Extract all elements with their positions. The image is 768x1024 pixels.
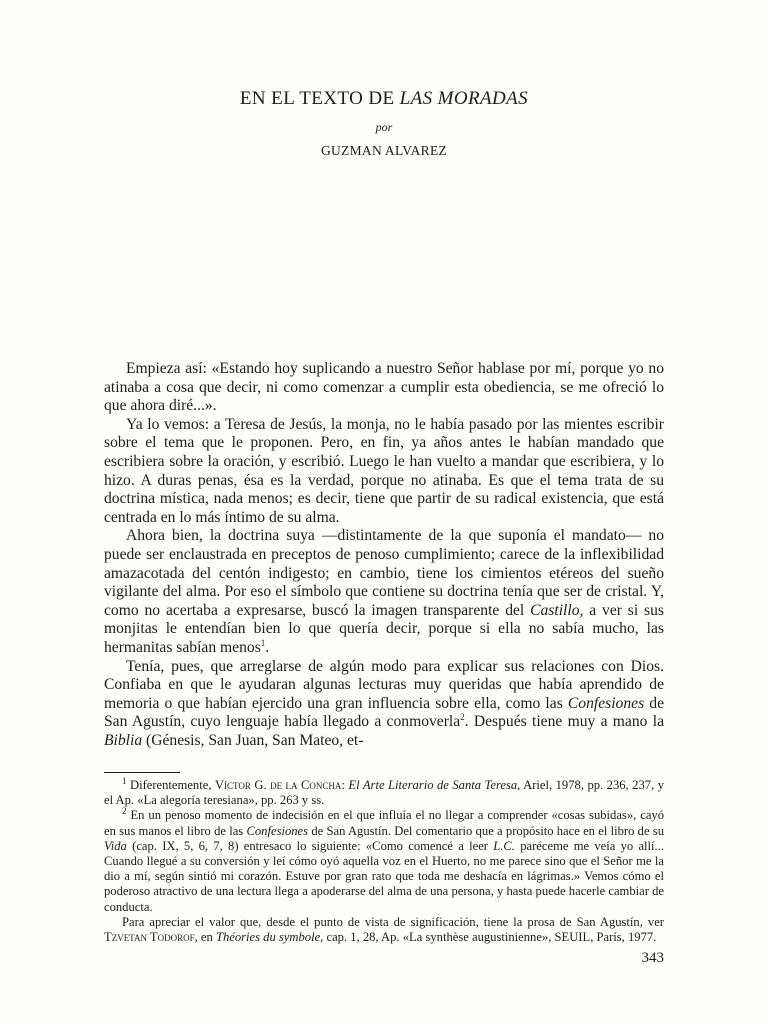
footnotes — [104, 775, 665, 945]
title-italic: LAS MORADAS — [399, 88, 529, 109]
footnote-1-text-a: Diferentemente, — [126, 778, 215, 792]
footnote-ref-1[interactable]: 1 — [260, 637, 266, 648]
footnote-3-text-b: , en — [194, 930, 216, 945]
footnote-3-text-a: Para apreciar el valor que, desde el punto de vista de significación, tiene la prosa de San Agustín, ver — [122, 914, 664, 929]
footnote-3-book-title: Théories du symbole, — [215, 930, 324, 945]
footnote-2-text-a: En un penoso momento de indecisión en el que influía el no llegar a comprender «cosas subidas», cayó en sus manos el libro de las — [104, 808, 664, 838]
footnote-2-italic-3: L.C. — [493, 838, 515, 853]
footnote-2-continuation — [104, 915, 664, 945]
paragraph-3-text-a: Ahora bien, la doctrina suya —distintamente de la que suponía el mandato— no puede ser enclaustrada en preceptos de penoso cumplimiento; carece de la inflexibilidad amazacotada del centón indigesto; en cambio, tiene los cimientos etéreos del sueño vigilante del alma. Por eso el símbolo que contiene su doctrina tenía que ser de cristal. Y, como no acertaba a expresarse, buscó la imagen transparente del — [104, 527, 664, 619]
footnote-2 — [104, 808, 664, 914]
paragraph-3-end: . — [265, 638, 270, 656]
footnote-divider — [104, 772, 180, 773]
footnote-1-text-b: : — [341, 778, 349, 792]
footnote-2-italic-2: Vida — [104, 838, 127, 853]
page-number: 343 — [641, 950, 664, 966]
paragraph-3 — [104, 527, 664, 657]
author-name: GUZMAN ALVAREZ — [320, 143, 448, 158]
paragraph-3-text-b: a ver si sus monjitas le entendían bien lo que quería decir, porque si ella no sabía mucho, las hermanitas sabían menos — [104, 601, 664, 656]
paragraph-4-text-d: (Génesis, San Juan, San Mateo, et- — [142, 731, 364, 749]
paragraph-4 — [104, 658, 664, 751]
title-prefix: EN EL TEXTO DE — [239, 88, 400, 109]
byline-por: por — [375, 120, 393, 134]
paragraph-4-text-c: . Después tiene muy a mano la — [464, 713, 664, 731]
article-title — [0, 88, 768, 110]
footnote-3-text-c: cap. 1, 28, Ap. «La synthèse augustinienne», SEUIL, París, 1977. — [323, 930, 657, 945]
footnote-2-text-d: paréceme me veía yo allí... Cuando llegué a su conversión y leí cómo oyó aquella voz en el Huerto, no me parece sino que el Señor me la dio a mí, según sintió mi corazón. Estuve por gran rato que toda me deshacía en lágrimas.» Vemos cómo el poderoso atractivo de una lectura llega a apoderarse del alma de una persona, y hasta puede hacerle cambiar de conducta. — [104, 838, 664, 914]
paragraph-1: Empieza así: «Estando hoy suplicando a nuestro Señor hablase por mí, porque yo no atinaba a cosa que decir, ni como comenzar a cumplir esta obediencia, se me ofreció lo que ahora diré...». — [104, 360, 664, 415]
paragraph-4-text-b: de San Agustín, cuyo lenguaje había llegado a conmoverla — [104, 694, 664, 731]
footnote-2-text-c: (cap. IX, 5, 6, 7, 8) entresaco lo siguiente: «Como comencé a leer — [126, 838, 494, 853]
footnote-2-italic-1: Confesiones — [246, 823, 309, 838]
footnote-2-text-b: de San Agustín. Del comentario que a propósito hace en el libro de su — [308, 823, 664, 838]
footnote-1-author: Víctor G. de la Concha — [214, 778, 342, 792]
footnote-3-author: Tzvetan Todorof — [104, 930, 195, 945]
footnote-1 — [104, 775, 665, 808]
paragraph-4-italic-2: Biblia — [104, 731, 143, 749]
footnote-1-text-c: Ariel, 1978, pp. 236, 237, y el Ap. «La alegoría teresiana», pp. 263 y ss. — [104, 778, 665, 808]
paragraph-4-text-a: Tenía, pues, que arreglarse de algún modo para explicar sus relaciones con Dios. Confiaba en que le ayudaran algunas lecturas muy queridas que había aprendido de memoria o que habían ejercido una gran influencia sobre ella, como las — [104, 657, 664, 712]
paragraph-3-italic: Castillo, — [530, 601, 584, 619]
footnote-2-number: 2 — [122, 806, 127, 817]
footnote-ref-2[interactable]: 2 — [460, 712, 465, 723]
paragraph-4-italic-1: Confesiones — [567, 694, 645, 712]
body-text — [104, 360, 664, 750]
footnote-1-number: 1 — [122, 775, 127, 786]
paragraph-2: Ya lo vemos: a Teresa de Jesús, la monja, no le había pasado por las mientes escribir sobre el tema que le proponen. Pero, en fin, ya años antes le habían mandado que escribiera sobre la oración, y escribió. Luego le han vuelto a mandar que escribiera, y lo hizo. A duras penas, ésa es la verdad, porque no atinaba. Es que el tema trata de su doctrina mística, nada menos; es decir, tiene que partir de su radical existencia, que está centrada en lo más íntimo de su alma. — [104, 415, 664, 526]
footnote-1-book-title: El Arte Literario de Santa Teresa, — [348, 778, 521, 792]
